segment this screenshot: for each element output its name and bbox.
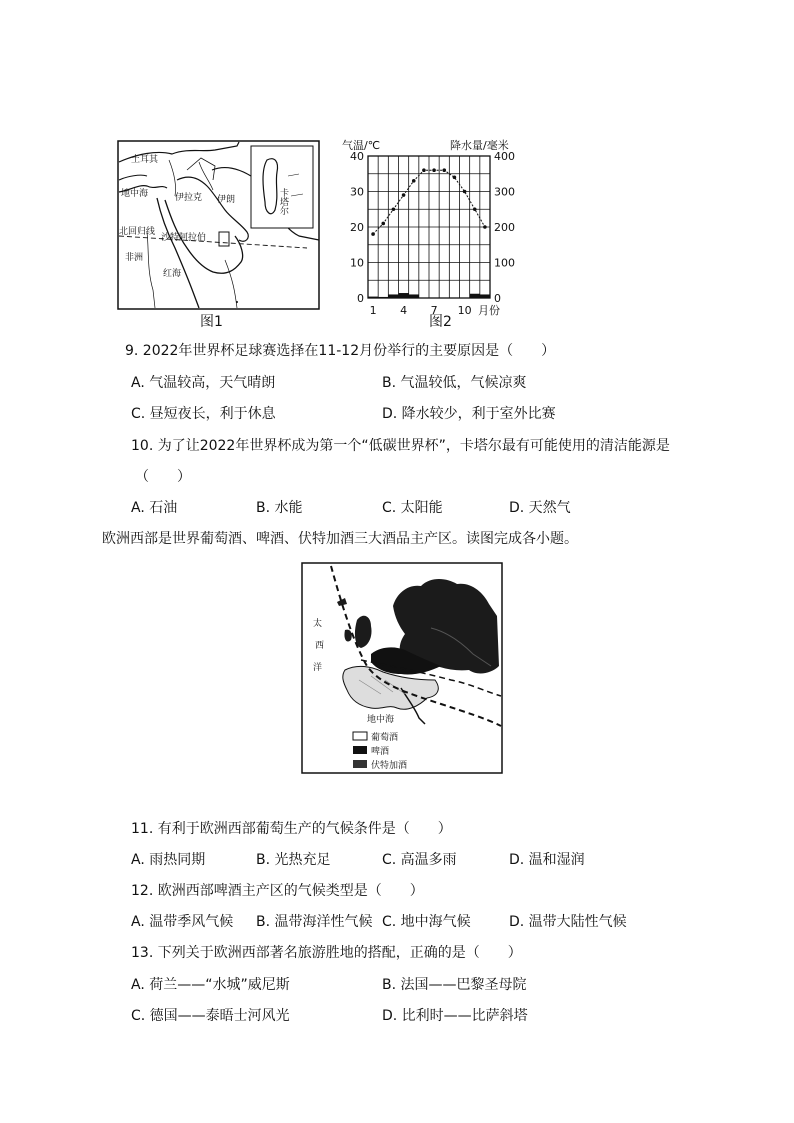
legend-wine-swatch [353, 732, 367, 740]
month-tick-label: 1 [369, 304, 377, 316]
map-label-saudi: 沙特阿拉伯 [161, 233, 207, 243]
precip-tick-label: 100 [494, 256, 515, 270]
precip-tick-label: 400 [494, 150, 515, 163]
temp-tick-label: 0 [357, 292, 364, 305]
intro-text: 欧洲西部是世界葡萄酒、啤酒、伏特加酒三大酒品主产区。读图完成各小题。 [102, 531, 578, 547]
month-tick-label: 4 [400, 304, 408, 316]
temp-tick-label: 40 [350, 150, 364, 163]
map-label-atlantic-3: 洋 [313, 663, 323, 673]
europe-map [301, 562, 503, 774]
month-tick-label: 10 [457, 304, 472, 316]
q11-option-c: C. 高温多雨 [382, 852, 457, 868]
precip-tick-label: 200 [494, 221, 515, 234]
q12-option-c: C. 地中海气候 [382, 914, 471, 930]
temp-point-3 [392, 207, 396, 211]
map-label-tropic: 北回归线 [119, 227, 156, 237]
temp-point-10 [463, 190, 467, 194]
map-label-iran: 伊朗 [217, 195, 236, 205]
map-label-mediterranean: 地中海 [121, 189, 149, 199]
chart-grid [368, 156, 490, 298]
temp-point-11 [473, 207, 477, 211]
q9-stem: 9. 2022年世界杯足球赛选择在11-12月份举行的主要原因是（ ） [125, 343, 556, 359]
map-label-iraq: 伊拉克 [175, 193, 203, 203]
map-label-atlantic-1: 太 [313, 619, 323, 629]
chart-x-unit: 月份 [478, 304, 500, 316]
precip-bar-3 [388, 294, 398, 298]
temp-point-9 [453, 176, 457, 180]
figure1-map [117, 140, 320, 310]
month-tick-label: 7 [430, 304, 438, 316]
temp-point-4 [402, 193, 406, 197]
q13-option-a: A. 荷兰——“水城”威尼斯 [131, 977, 290, 993]
precip-bar-1 [368, 297, 378, 298]
q12-option-d: D. 温带大陆性气候 [509, 914, 627, 930]
figure2-caption: 图2 [429, 314, 452, 330]
temp-point-8 [442, 168, 446, 172]
q12-option-a: A. 温带季风气候 [131, 914, 234, 930]
figure1-caption: 图1 [200, 314, 223, 330]
q9-option-d: D. 降水较少，利于室外比赛 [382, 406, 556, 422]
q10-stem-cont: （ ） [135, 469, 191, 485]
temp-tick-label: 30 [350, 185, 364, 199]
chart-left-axis-title: 气温/℃ [342, 139, 381, 152]
q10-stem: 10. 为了让2022年世界杯成为第一个“低碳世界杯”，卡塔尔最有可能使用的清洁能源是 [131, 438, 670, 454]
q13-option-d: D. 比利时——比萨斜塔 [382, 1008, 528, 1024]
map-label-qatar: 卡塔尔 [278, 188, 288, 215]
temp-tick-label: 10 [350, 256, 364, 270]
map-label-turkey: 土耳其 [131, 155, 159, 165]
legend-vodka: 伏特加酒 [371, 761, 408, 771]
legend-vodka-swatch [353, 760, 367, 768]
q12-option-b: B. 温带海洋性气候 [256, 914, 373, 930]
climate-chart [338, 136, 528, 316]
q10-option-a: A. 石油 [131, 500, 178, 516]
q13-stem: 13. 下列关于欧洲西部著名旅游胜地的搭配，正确的是（ ） [131, 945, 522, 961]
map-label-africa: 非洲 [125, 253, 144, 263]
map-label-red-sea: 红海 [163, 269, 182, 279]
map-label-atlantic-2: 西 [315, 641, 325, 651]
q11-option-a: A. 雨热同期 [131, 852, 206, 868]
temp-point-12 [483, 225, 487, 229]
temp-point-2 [381, 222, 385, 226]
precip-bar-4 [399, 293, 409, 298]
q12-stem: 12. 欧洲西部啤酒主产区的气候类型是（ ） [131, 883, 424, 899]
q9-option-b: B. 气温较低，气候凉爽 [382, 375, 527, 391]
q11-option-b: B. 光热充足 [256, 852, 331, 868]
q10-option-d: D. 天然气 [509, 500, 571, 516]
precip-tick-label: 300 [494, 185, 515, 199]
legend-wine: 葡萄酒 [371, 733, 399, 743]
precip-bar-2 [378, 297, 388, 298]
precip-bar-5 [409, 294, 419, 298]
precip-bar-12 [480, 294, 490, 298]
q11-stem: 11. 有利于欧洲西部葡萄生产的气候条件是（ ） [131, 821, 452, 837]
temp-point-5 [412, 179, 416, 183]
precip-tick-label: 0 [494, 292, 501, 305]
chart-right-axis-title: 降水量/毫米 [450, 139, 509, 152]
temp-tick-label: 20 [350, 221, 364, 234]
map-label-mediterranean-eu: 地中海 [367, 715, 395, 725]
q9-option-a: A. 气温较高，天气晴朗 [131, 375, 276, 391]
q13-option-b: B. 法国——巴黎圣母院 [382, 977, 527, 993]
temp-point-6 [422, 168, 426, 172]
legend-beer-swatch [353, 746, 367, 754]
temp-point-1 [371, 232, 375, 236]
q10-option-b: B. 水能 [256, 500, 303, 516]
legend-beer: 啤酒 [371, 747, 390, 757]
q9-option-c: C. 昼短夜长，利于休息 [131, 406, 276, 422]
q10-option-c: C. 太阳能 [382, 500, 443, 516]
temp-point-7 [432, 168, 436, 172]
q13-option-c: C. 德国——泰晤士河风光 [131, 1008, 290, 1024]
precip-bar-11 [470, 294, 480, 298]
q11-option-d: D. 温和湿润 [509, 852, 585, 868]
